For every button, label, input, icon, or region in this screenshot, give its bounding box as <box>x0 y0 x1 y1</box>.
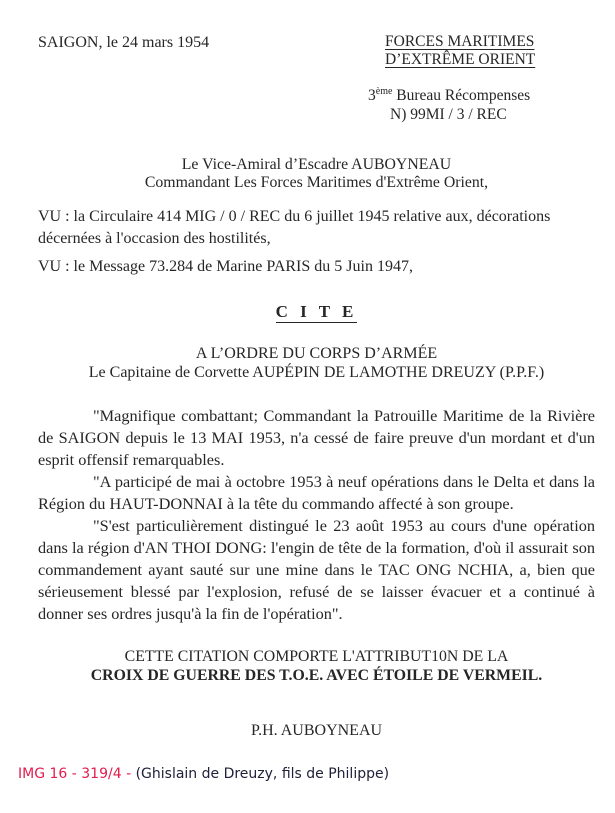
caption-image-reference: IMG 16 - 319/4 - <box>18 766 136 782</box>
citation-paragraph-2: "A participé de mai à octobre 1953 à neuf opérations dans le Delta et dans la Région du HAUT-DONNAI à la tête du commando affecté à son groupe. <box>38 472 595 513</box>
order-block <box>38 345 595 382</box>
vu-circulaire-paragraph: VU : la Circulaire 414 MIG / 0 / REC du 6 juillet 1945 relative aux, décorations décernées à l'occasion des hostilités, <box>38 208 551 247</box>
bureau-ordinal-suffix: ème <box>375 85 393 97</box>
letterhead-line2: D’EXTRÊME ORIENT <box>385 51 536 68</box>
addressee-name: Le Vice-Amiral d’Escadre AUBOYNEAU <box>181 156 452 173</box>
citation-paragraph-3: "S'est particulièrement distingué le 23 août 1953 au cours d'une opération dans la région d'AN THOI DONG: l'engin de tête de la formation, d'où il assurait son commandement ayant sauté sur une mine dans le TAC ONG NCHIA, a, bien que sérieusement blessé par l'explosion, refusé de se laisser évacuer et a continué à donner ses ordres jusqu'à la fin de l'opération". <box>38 516 595 623</box>
citation-body <box>38 405 595 625</box>
citation-paragraph-1: "Magnifique combattant; Commandant la Patrouille Maritime de la Rivière de SAIGON depuis le 13 MAI 1953, n'a cessé de faire preuve d'un mordant et d'un esprit offensif remarquables. <box>38 406 595 469</box>
bureau-number: 3 <box>368 87 376 104</box>
order-line: A L’ORDRE DU CORPS D’ARMÉE <box>195 345 438 362</box>
attribution-line1: CETTE CITATION COMPORTE L'ATTRIBUT10N DE LA <box>124 648 509 665</box>
addressee-title: Commandant Les Forces Maritimes d'Extrême Orient, <box>144 174 489 191</box>
addressee-block <box>38 156 595 192</box>
attribution-award-line: CROIX DE GUERRE DES T.O.E. AVEC ÉTOILE DE VERMEIL. <box>90 667 543 684</box>
letterhead-reference-number: N) 99MI / 3 / REC <box>390 106 507 123</box>
letterhead-bureau-line <box>368 87 530 105</box>
recipient-name-line: Le Capitaine de Corvette AUPÉPIN DE LAMOTHE DREUZY (P.P.F.) <box>88 363 545 381</box>
cite-heading-text: C I T E <box>275 302 358 321</box>
vu-message-paragraph: VU : le Message 73.284 de Marine PARIS du 5 Juin 1947, <box>38 258 413 275</box>
photo-caption <box>18 766 389 782</box>
cite-heading <box>38 302 595 322</box>
date-line: SAIGON, le 24 mars 1954 <box>38 34 210 51</box>
caption-credit-text: (Ghislain de Dreuzy, fils de Philippe) <box>135 766 390 782</box>
letterhead-line1: FORCES MARITIMES <box>385 33 535 50</box>
signature-name: P.H. AUBOYNEAU <box>250 722 383 739</box>
bureau-label: Bureau Récompenses <box>392 87 531 104</box>
attribution-block <box>38 647 595 685</box>
